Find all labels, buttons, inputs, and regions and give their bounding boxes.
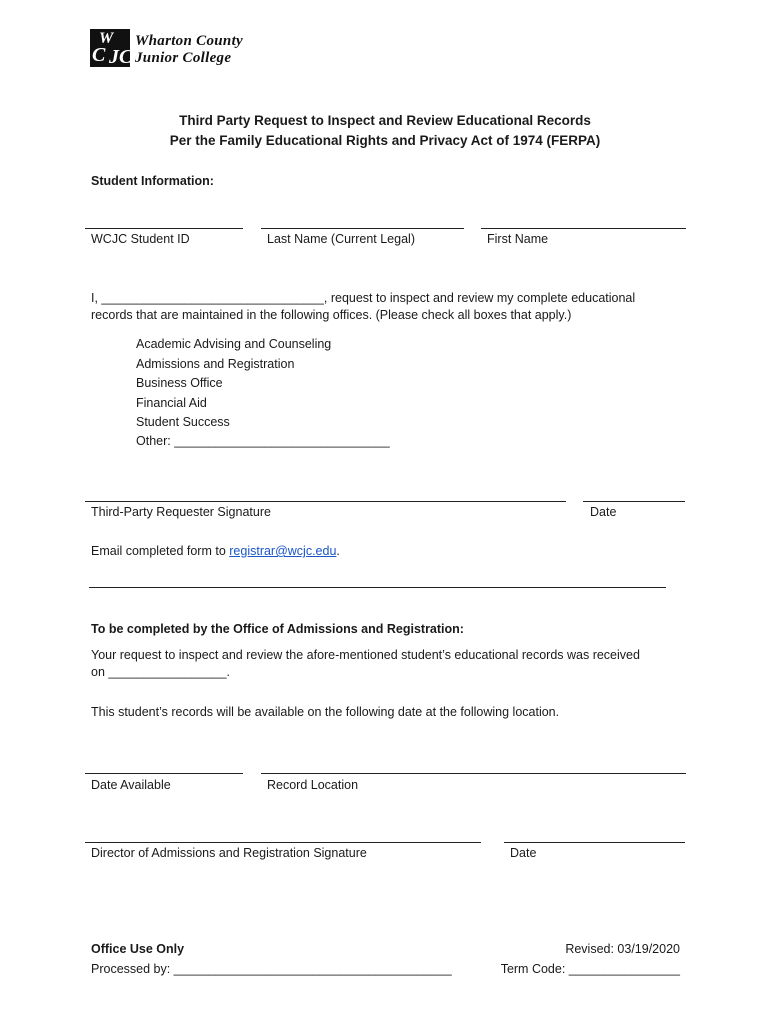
requester-signature-label: Third-Party Requester Signature xyxy=(91,505,271,519)
college-logo xyxy=(90,29,290,69)
director-signature-line[interactable] xyxy=(85,842,481,843)
logo-mark-w: W xyxy=(99,30,114,47)
logo-mark-jc: JC xyxy=(109,46,133,68)
record-location-label: Record Location xyxy=(267,778,359,792)
office-section-heading: To be completed by the Office of Admissions and Registration: xyxy=(91,622,464,636)
request-line1: I, ________________________________, request to inspect and review my complete educational xyxy=(91,291,636,305)
received-line2: on _________________. xyxy=(91,665,231,679)
revised-date: Revised: 03/19/2020 xyxy=(565,942,680,956)
date-available-label: Date Available xyxy=(91,778,171,792)
processed-by: Processed by: ________________________________________ xyxy=(91,962,452,976)
office-business[interactable]: Business Office xyxy=(136,376,223,390)
office-other[interactable]: Other: _______________________________ xyxy=(136,434,390,448)
form-title-line1: Third Party Request to Inspect and Review Educational Records xyxy=(179,113,591,128)
form-title-line2: Per the Family Educational Rights and Privacy Act of 1974 (FERPA) xyxy=(169,133,601,148)
director-date-line[interactable] xyxy=(504,842,685,843)
office-student-success[interactable]: Student Success xyxy=(136,415,230,429)
requester-signature-line[interactable] xyxy=(85,501,566,502)
college-name xyxy=(135,33,243,67)
first-name-label: First Name xyxy=(487,232,549,246)
received-line1: Your request to inspect and review the afore-mentioned student’s educational records was received xyxy=(91,648,640,662)
student-id-label: WCJC Student ID xyxy=(91,232,190,246)
office-financial-aid[interactable]: Financial Aid xyxy=(136,396,207,410)
director-signature-label: Director of Admissions and Registration Signature xyxy=(91,846,367,860)
last-name-label: Last Name (Current Legal) xyxy=(267,232,415,246)
last-name-line[interactable] xyxy=(261,228,464,229)
office-academic-advising[interactable]: Academic Advising and Counseling xyxy=(136,337,332,351)
office-admissions-registration[interactable]: Admissions and Registration xyxy=(136,357,295,371)
requester-date-label: Date xyxy=(590,505,617,519)
section-divider xyxy=(89,587,666,588)
office-use-only: Office Use Only xyxy=(91,942,185,956)
college-name-line1: Wharton County xyxy=(135,33,243,49)
college-logo-mark xyxy=(90,29,133,68)
email-instruction xyxy=(91,544,340,558)
term-code: Term Code: ________________ xyxy=(500,962,680,976)
email-suffix: . xyxy=(336,544,340,558)
available-text: This student’s records will be available on the following date at the following location. xyxy=(91,705,560,719)
student-id-line[interactable] xyxy=(85,228,243,229)
director-date-label: Date xyxy=(510,846,537,860)
date-available-line[interactable] xyxy=(85,773,243,774)
email-link[interactable]: registrar@wcjc.edu xyxy=(229,544,337,558)
requester-date-line[interactable] xyxy=(583,501,685,502)
first-name-line[interactable] xyxy=(481,228,686,229)
request-line2: records that are maintained in the following offices. (Please check all boxes that apply.) xyxy=(91,308,572,322)
record-location-line[interactable] xyxy=(261,773,686,774)
student-info-heading: Student Information: xyxy=(91,174,214,188)
logo-mark-c: C xyxy=(92,44,106,66)
college-name-line2: Junior College xyxy=(135,50,232,66)
email-prefix: Email completed form to xyxy=(91,544,230,558)
